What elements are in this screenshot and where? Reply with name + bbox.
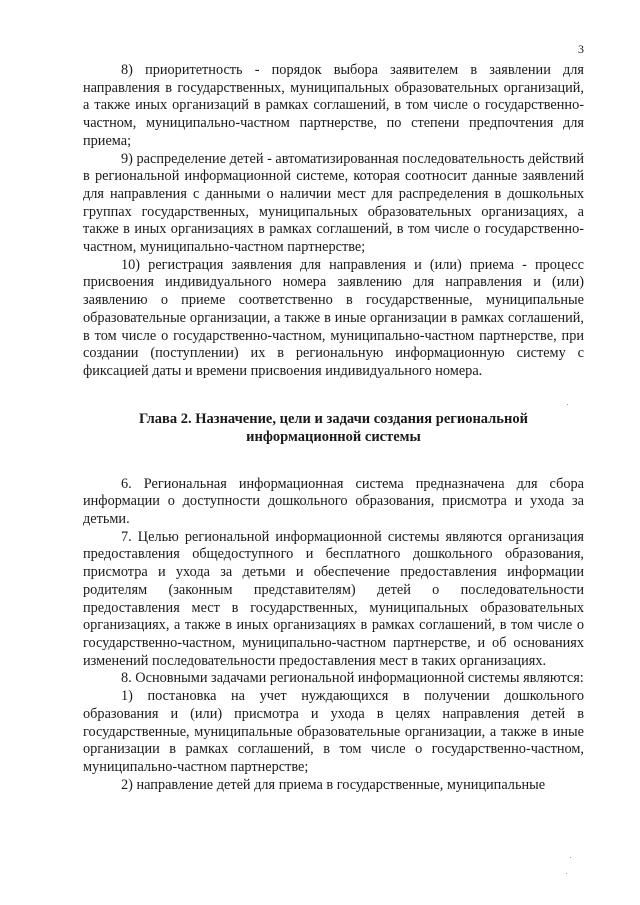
paragraph-6-purpose: 6. Региональная информационная система предназначена для сбора информации о доступности дошкольного образования, присмотра и ухода за детьми. (83, 475, 584, 528)
definition-item-9: 9) распределение детей - автоматизированная последовательность действий в региональной информационной системе, которая соотносит данные заявлений для направления с данными о наличии мест для распределения в дошкольных группах государственных, муниципальных образовательных организациях, а также в иных организациях в рамках соглашений, в том числе о государственно-частном, муниципально-частном партнерстве; (83, 150, 584, 256)
paragraph-8-tasks-intro: 8. Основными задачами региональной информационной системы являются: (121, 670, 584, 687)
definition-item-10: 10) регистрация заявления для направления и (или) приема - процесс присвоения индивидуального номера заявлению для направления и (или) заявлению о приеме соответственно в государственные, муниципальные образовательные организации, а также в иные организации в рамках соглашений, в том числе о государственно-частном, муниципально-частном партнерстве, при создании (поступлении) их в региональную информационную систему с фиксацией даты и времени присвоения индивидуального номера. (83, 256, 584, 379)
page-number: 3 (578, 42, 584, 56)
scan-speck (567, 404, 568, 405)
paragraph-7-goal: 7. Целью региональной информационной системы являются организация предоставления общедоступного и бесплатного дошкольного образования, присмотра и ухода за детьми и обеспечение предоставления информации родителям (законным представителям) детей о последовательности предоставления мест в государственных, муниципальных образовательных организациях, а также в иных организациях в рамках соглашений, в том числе о государственно-частном, муниципально-частном партнерстве, и об основаниях изменений последовательности предоставления мест в таких организациях. (83, 528, 584, 669)
task-item-1: 1) постановка на учет нуждающихся в получении дошкольного образования и (или) присмотра и ухода в целях направления детей в государственные, муниципальные образовательные организации, а также в иные организации в рамках соглашений, в том числе о государственно-частном, муниципально-частном партнерстве; (83, 688, 584, 775)
definition-item-8: 8) приоритетность - порядок выбора заявителем в заявлении для направления в государственных, муниципальных образовательных организаций, а также иных организаций в рамках соглашений, в том числе о государственно-частном, муниципально-частном партнерстве, по степени предпочтения для приема; (83, 62, 584, 149)
scan-speck (570, 857, 571, 858)
scan-speck (566, 873, 567, 874)
chapter-title: Глава 2. Назначение, цели и задачи создания региональной информационной системы (139, 410, 528, 445)
task-item-2: 2) направление детей для приема в государственные, муниципальные (121, 776, 546, 793)
